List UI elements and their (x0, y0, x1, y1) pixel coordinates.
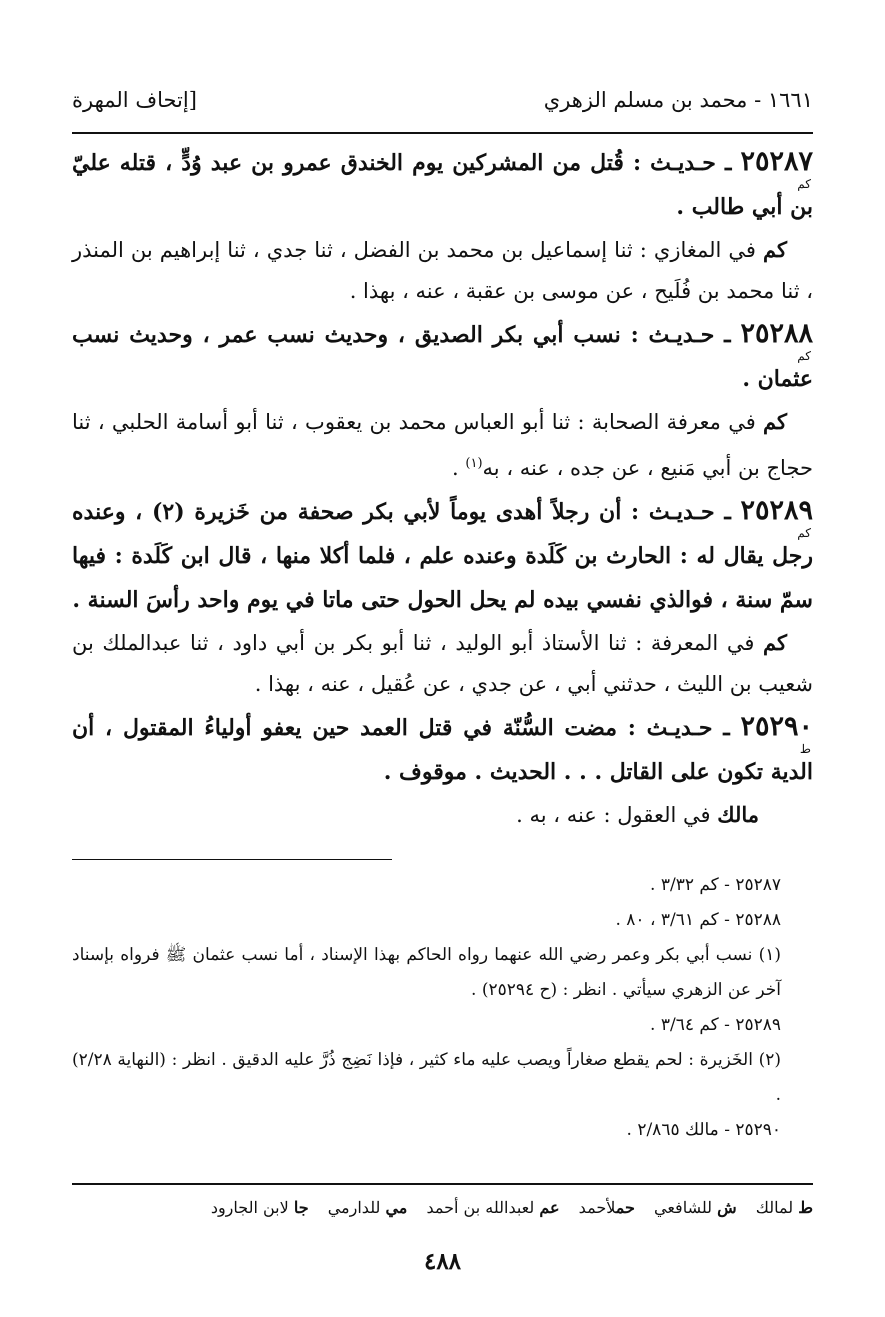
hadith-entry (72, 489, 813, 622)
hadith-text: نسب أبي بكر الصديق ، وحديث نسب عمر ، وحديث نسب عثمان . (72, 322, 813, 392)
abbreviation-code: ش (717, 1198, 737, 1217)
abbreviation-name: للدارمي (327, 1198, 381, 1217)
source-symbol: كم (797, 177, 811, 191)
source-label: كم (763, 237, 787, 262)
main-text (72, 140, 813, 836)
source-chain: في المعرفة : ثنا الأستاذ أبو الوليد ، ثنا أبو بكر بن أبي داود ، ثنا عبدالملك بن شعيب بن الليث ، حدثني أبي ، عن جدي ، عن عُقيل ، عنه ، بهذا . (72, 631, 813, 696)
abbreviation-code: عم (539, 1198, 560, 1217)
hadith-number: ٢٥٢٨٧ (740, 146, 813, 177)
abbreviation-name: لمالك (755, 1198, 794, 1217)
source-chain: في المغازي : ثنا إسماعيل بن محمد بن الفضل ، ثنا جدي ، ثنا إبراهيم بن المنذر ، ثنا محمد بن فُلَيح ، عن موسى بن عقبة ، عنه ، بهذا . (72, 238, 813, 303)
abbreviations-rule (72, 1183, 813, 1185)
footnote-reference: ٢٥٢٨٩ - كم ٣/٦٤ . (650, 1015, 781, 1035)
abbreviation-item (654, 1198, 737, 1217)
source-label: مالك (717, 802, 759, 827)
abbreviation-item (426, 1198, 559, 1217)
hadith-label: ـ حـديـث : (620, 322, 741, 348)
source-end: . (452, 456, 466, 480)
abbreviation-item (211, 1198, 309, 1217)
source-symbol: ط (799, 742, 811, 756)
hadith-number: ٢٥٢٨٩ (740, 495, 814, 526)
hadith-label: ـ حـديـث : (616, 715, 741, 741)
abbreviations-key (72, 1193, 813, 1223)
footnote-reference: ٢٥٢٩٠ - مالك ٢/٨٦٥ . (626, 1120, 781, 1140)
abbreviation-name: لأحمد (578, 1198, 616, 1217)
abbreviation-name: للشافعي (654, 1198, 713, 1217)
footnote-note: (١) نسب أبي بكر وعمر رضي الله عنهما رواه الحاكم بهذا الإسناد ، أما نسب عثمان ﷺ فرواه بإسناد آخر عن الزهري سيأتي . انظر : (ح ٢٥٢٩٤) . (72, 945, 781, 1000)
hadith-number: ٢٥٢٨٨ (740, 318, 813, 349)
running-header (72, 88, 813, 128)
page-number: ٤٨٨ (423, 1248, 462, 1275)
source-chain: في العقول : عنه ، به . (516, 803, 718, 827)
hadith-source (72, 794, 813, 836)
abbreviation-code: جا (293, 1198, 309, 1217)
header-book-title: [إتحاف المهرة (72, 88, 197, 112)
hadith-text: أن رجلاً أهدى يوماً لأبي بكر صحفة من خَزيرة (٢) ، وعنده رجل يقال له : الحارث بن كَلَدة وعنده علم ، فلما أكلا منها ، قال ابن كَلَدة : فيها سمّ سنة ، فوالذي نفسي بيده لم يحل الحول حتى ماتا في يوم واحد رأسَ السنة . (72, 499, 813, 613)
hadith-label: ـ حـديـث : (623, 150, 741, 176)
abbreviation-item (328, 1198, 408, 1217)
footnotes (72, 868, 813, 1148)
header-rule (72, 132, 813, 134)
abbreviation-code: مي (385, 1198, 408, 1217)
abbreviation-name: لعبدالله بن أحمد (426, 1198, 535, 1217)
source-label: كم (763, 409, 787, 434)
hadith-entry (72, 140, 813, 229)
abbreviation-name: لابن الجارود (210, 1198, 289, 1217)
source-symbol: كم (797, 526, 811, 540)
source-label: كم (763, 630, 787, 655)
source-symbol: كم (797, 349, 811, 363)
source-chain: في معرفة الصحابة : ثنا أبو العباس محمد بن يعقوب ، ثنا أبو أسامة الحلبي ، ثنا حجاج بن أبي مَنيع ، عن جده ، عنه ، به (72, 410, 813, 480)
footnote-note: (٢) الخَزيرة : لحم يقطع صغاراً ويصب عليه ماء كثير ، فإذا نَضِج ذُرَّ عليه الدقيق . انظر : (النهاية ٢/٢٨) . (72, 1050, 781, 1105)
footnote-marker: (١) (465, 456, 483, 471)
hadith-source (72, 401, 813, 489)
abbreviation-item (756, 1198, 813, 1217)
hadith-source (72, 622, 813, 705)
hadith-text: مضت السُّنّة في قتل العمد حين يعفو أولياءُ المقتول ، أن الدية تكون على القاتل . . . الحديث . موقوف . (72, 715, 813, 785)
abbreviation-item (579, 1198, 635, 1217)
hadith-entry (72, 705, 813, 794)
hadith-number: ٢٥٢٩٠ (740, 711, 813, 742)
hadith-entry (72, 312, 813, 401)
hadith-label: ـ حـديـث : (621, 499, 741, 525)
footnote-reference: ٢٥٢٨٨ - كم ٣/٦١ ، ٨٠ . (615, 910, 781, 930)
abbreviation-code: حم (615, 1198, 635, 1217)
footnote-reference: ٢٥٢٨٧ - كم ٣/٣٢ . (650, 875, 781, 895)
abbreviation-code: ط (798, 1198, 813, 1217)
footnote-rule (72, 859, 392, 860)
hadith-text: قُتل من المشركين يوم الخندق عمرو بن عبد وُدٍّ ، قتله عليّ بن أبي طالب . (72, 150, 813, 220)
header-chapter: ١٦٦١ - محمد بن مسلم الزهري (543, 88, 813, 112)
hadith-source (72, 229, 813, 312)
